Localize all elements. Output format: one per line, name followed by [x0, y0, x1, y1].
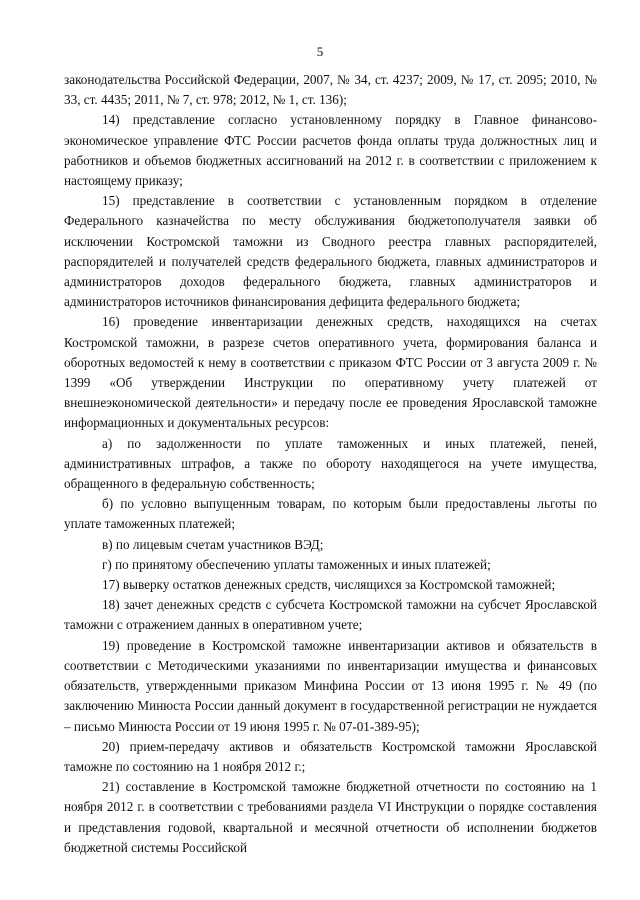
- paragraph-subitem-g: г) по принятому обеспечению уплаты таможенных и иных платежей;: [102, 556, 491, 572]
- paragraph-item-14: 14) представление согласно установленному порядку в Главное финансово-экономическое управление ФТС России расчетов фонда оплаты труда должностных лиц и работников и объемов бюджетных ассигнований на 2012 г. в соответствии с приложением к настоящему приказу;: [64, 112, 597, 189]
- paragraph-item-17: 17) выверку остатков денежных средств, числящихся за Костромской таможней;: [102, 577, 556, 593]
- paragraph-subitem-b: б) по условно выпущенным товарам, по которым были предоставлены льготы по уплате таможенных платежей;: [64, 496, 597, 532]
- paragraph-item-18: 18) зачет денежных средств с субсчета Костромской таможни на субсчет Ярославской таможни с отражением данных в оперативном учете;: [64, 597, 597, 633]
- paragraph-item-19: 19) проведение в Костромской таможне инвентаризации активов и обязательств в соответствии с Методическими указаниями по инвентаризации имущества и финансовых обязательств, утвержденными приказом Минфина России от 13 июня 1995 г. № 49 (по заключению Минюста России данный документ в государственной регистрации не нуждается – письмо Минюста России от 19 июня 1995 г. № 07-01-389-95);: [64, 637, 597, 734]
- paragraph-item-16: 16) проведение инвентаризации денежных средств, находящихся на счетах Костромской таможни, в разрезе счетов оперативного учета, формирования баланса и оборотных ведомостей к нему в соответствии с приказом ФТС России от 3 августа 2009 г. № 1399 «Об утверждении Инструкции по оперативному учету платежей от внешнеэкономической деятельности» и передачу после ее проведения Ярославской таможне информационных и документальных ресурсов:: [64, 314, 597, 431]
- paragraph-subitem-a: а) по задолженности по уплате таможенных и иных платежей, пеней, административных штрафов, а также по обороту находящегося на учете имущества, обращенного в федеральную собственность;: [64, 435, 597, 492]
- paragraph-item-21: 21) составление в Костромской таможне бюджетной отчетности по состоянию на 1 ноября 2012 г. в соответствии с требованиями раздела VI Инструкции о порядке составления и представления годовой, квартальной и месячной отчетности об исполнении бюджетов бюджетной системы Российской: [64, 779, 597, 855]
- paragraph-continuation: законодательства Российской Федерации, 2007, № 34, ст. 4237; 2009, № 17, ст. 2095; 2010, № 33, ст. 4435; 2011, № 7, ст. 978; 2012, № 1, ст. 136);: [64, 72, 597, 108]
- document-body: [64, 70, 597, 858]
- paragraph-subitem-v: в) по лицевым счетам участников ВЭД;: [102, 536, 324, 552]
- paragraph-item-15: 15) представление в соответствии с установленным порядком в отделение Федерального казначейства по месту обслуживания бюджетополучателя заявки об исключении Костромской таможни из Сводного реестра главных распорядителей, распорядителей и получателей средств федерального бюджета, главных администраторов и администраторов доходов федерального бюджета, главных администраторов и администраторов источников финансирования дефицита федерального бюджета;: [64, 193, 597, 310]
- page-number: 5: [316, 44, 324, 59]
- paragraph-item-20: 20) прием-передачу активов и обязательств Костромской таможни Ярославской таможне по состоянию на 1 ноября 2012 г.;: [64, 738, 597, 774]
